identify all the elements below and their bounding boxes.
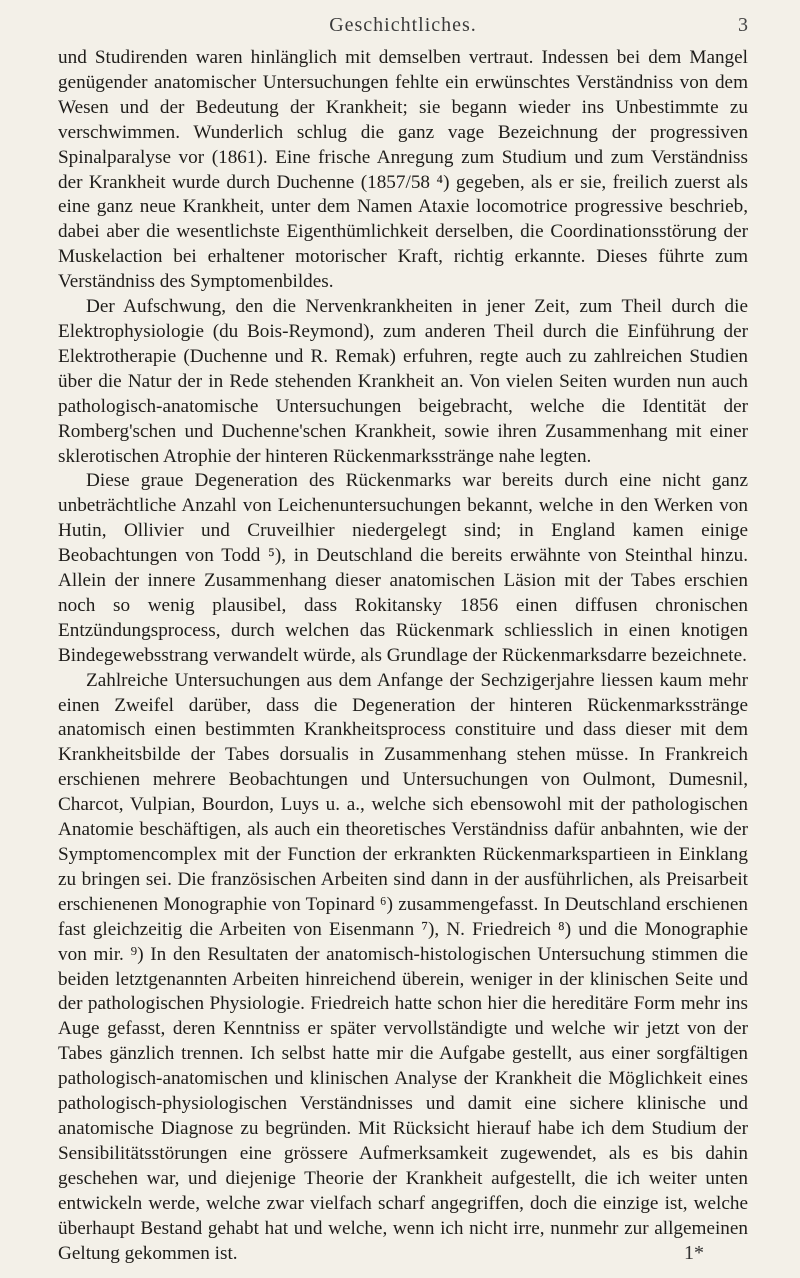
paragraph-2: Der Aufschwung, den die Nervenkrankheiten in jener Zeit, zum Theil durch die Elektrophysiologie (du Bois-Reymond), zum anderen Theil durch die Einführung der Elektrotherapie (Duchenne und R. Remak) erfuhren, regte auch zu zahlreichen Studien über die Natur der in Rede stehenden Krankheit an. Von vielen Seiten wurden nun auch pathologisch-anatomische Untersuchungen beigebracht, welche die Identität der Romberg'schen und Duchenne'schen Krankheit, sowie ihren Zusammenhang mit einer sklerotischen Atrophie der hinteren Rückenmarksstränge nahe legten.: [58, 296, 748, 467]
paragraph-4: Zahlreiche Untersuchungen aus dem Anfange der Sechzigerjahre liessen kaum mehr einen Zweifel darüber, dass die Degeneration der hinteren Rückenmarksstränge anatomisch einen bestimmten Krankheitsprocess constituire und dass dieser mit dem Krankheitsbilde der Tabes dorsualis in Zusammenhang stehen müsse. In Frankreich erschienen mehrere Beobachtungen und Untersuchungen von Oulmont, Dumesnil, Charcot, Vulpian, Bourdon, Luys u. a., welche sich ebensowohl mit der pathologischen Anatomie beschäftigen, als auch ein theoretisches Verständniss dafür anbahnten, wie der Symptomencomplex mit der Function der erkrankten Rückenmarkspartieen in Einklang zu bringen sei. Die französischen Arbeiten sind dann in der ausführlichen, als Preisarbeit erschienenen Monographie von Topinard ⁶) zusammengefasst. In Deutschland erschienen fast gleichzeitig die Arbeiten von Eisenmann ⁷), N. Friedreich ⁸) und die Monographie von mir. ⁹) In den Resultaten der anatomisch-histologischen Untersuchung stimmen die beiden letztgenannten Arbeiten hinreichend überein, weniger in der klinischen Seite und der pathologischen Physiologie. Friedreich hatte schon hier die hereditäre Form mehr ins Auge gefasst, deren Kenntniss er später vervollständigte und welche wir jetzt von der Tabes gänzlich trennen. Ich selbst hatte mir die Aufgabe gestellt, aus einer sorgfältigen pathologisch-anatomischen und klinischen Analyse der Krankheit die Möglichkeit eines pathologisch-physiologischen Verständnisses und damit eine sichere klinische und anatomische Diagnose zu begründen. Mit Rücksicht hierauf habe ich dem Studium der Sensibilitätsstörungen eine grössere Aufmerksamkeit zugewendet, als es bis dahin geschehen war, und diejenige Theorie der Krankheit aufgestellt, die ich weiter unten entwickeln werde, welche zwar vielfach scharf angegriffen, doch die einzige ist, welche überhaupt Bestand gehabt hat und welche, wenn ich nicht irre, nunmehr zur allgemeinen Geltung gekommen ist.: [58, 669, 748, 1264]
signature-mark: 1*: [684, 1242, 704, 1264]
paragraph-1: und Studirenden waren hinlänglich mit demselben vertraut. Indessen bei dem Mangel genügender anatomischer Untersuchungen fehlte ein erwünschtes Verständniss von dem Wesen und der Bedeutung der Krankheit; sie begann wieder ins Unbestimmte zu verschwimmen. Wunderlich schlug die ganz vage Bezeichnung der progressiven Spinalparalyse vor (1861). Eine frische Anregung zum Studium und zum Verständniss der Krankheit wurde durch Duchenne (1857/58 ⁴) gegeben, als er sie, freilich zuerst als eine ganz neue Krankheit, unter dem Namen Ataxie locomotrice progressive beschrieb, dabei aber die wesentlichste Eigenthümlichkeit derselben, die Coordinationsstörung der Muskelaction bei erhaltener motorischer Kraft, richtig erkannte. Dieses führte zum Verständniss des Symptomenbildes.: [58, 47, 748, 293]
page-number: 3: [738, 14, 748, 36]
page-header: [58, 0, 748, 44]
running-head: Geschichtliches.: [329, 14, 477, 36]
body-text: [58, 46, 748, 1266]
paragraph-3: Diese graue Degeneration des Rückenmarks war bereits durch eine nicht ganz unbeträchtliche Anzahl von Leichenuntersuchungen bekannt, welche in den Werken von Hutin, Ollivier und Cruveilhier niedergelegt sind; in England kamen einige Beobachtungen von Todd ⁵), in Deutschland die bereits erwähnte von Steinthal hinzu. Allein der innere Zusammenhang dieser anatomischen Läsion mit der Tabes erschien noch so wenig plausibel, dass Rokitansky 1856 einen diffusen chronischen Entzündungsprocess, durch welchen das Rückenmark schliesslich in einen knotigen Bindegewebsstrang verwandelt würde, als Grundlage der Rückenmarksdarre bezeichnete.: [58, 470, 748, 666]
